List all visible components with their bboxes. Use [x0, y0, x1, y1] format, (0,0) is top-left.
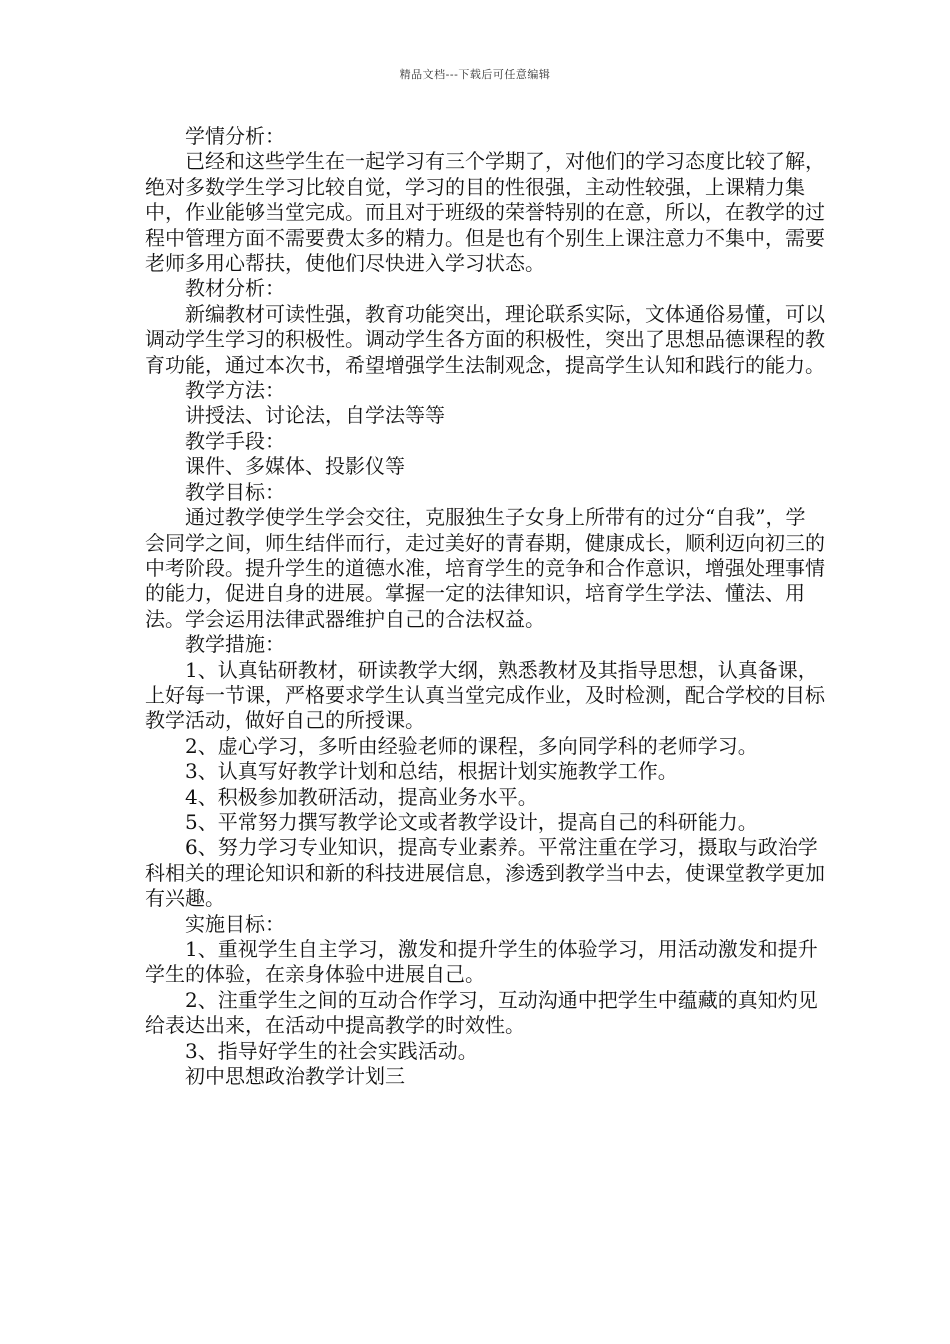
list-item: 5、平常努力撰写教学论文或者教学设计，提高自己的科研能力。: [185, 809, 758, 834]
list-item: 6、努力学习专业知识，提高专业素养。平常注重在学习，摄取与政治学科相关的理论知识和新的科技进展信息，渗透到教学当中去，使课堂教学更加有兴趣。: [145, 835, 825, 911]
section-heading-student-analysis: 学情分析：: [185, 124, 285, 148]
list-item: 2、注重学生之间的互动合作学习，互动沟通中把学生中蕴藏的真知灼见给表达出来，在活动中提高教学的时效性。: [145, 987, 818, 1038]
paragraph: 课件、多媒体、投影仪等: [185, 454, 405, 479]
section-heading-teaching-methods: 教学方法：: [185, 378, 285, 403]
list-item: 3、认真写好教学计划和总结，根据计划实施教学工作。: [185, 759, 678, 784]
paragraph: 通过教学使学生学会交往，克服独生子女身上所带有的过分“自我”，学会同学之间，师生结伴而行，走过美好的青春期，健康成长，顺利迈向初三的中考阶段。提升学生的道德水准，培育学生的竞争和合作意识，增强处理事情的能力，促进自身的进展。掌握一定的法律知识，培育学生学法、懂法、用法。学会运用法律武器维护自己的合法权益。: [145, 505, 825, 631]
section-heading-teaching-means: 教学手段：: [185, 428, 285, 453]
paragraph: 新编教材可读性强，教育功能突出，理论联系实际，文体通俗易懂，可以调动学生学习的积极性。调动学生各方面的积极性，突出了思想品德课程的教育功能，通过本次书，希望增强学生法制观念，提高学生认知和践行的能力。: [145, 301, 825, 377]
paragraph: 已经和这些学生在一起学习有三个学期了，对他们的学习态度比较了解，绝对多数学生学习比较自觉，学习的目的性很强，主动性较强，上课精力集中，作业能够当堂完成。而且对于班级的荣誉特别的在意，所以，在教学的过程中管理方面不需要费太多的精力。但是也有个别生上课注意力不集中，需要老师多用心帮扶，使他们尽快进入学习状态。: [145, 149, 825, 276]
section-heading-teaching-goals: 教学目标：: [185, 479, 285, 504]
page-header: 精品文档---下载后可任意编辑: [399, 68, 551, 81]
section-heading-plan-three: 初中思想政治教学计划三: [185, 1064, 405, 1089]
list-item: 1、重视学生自主学习，激发和提升学生的体验学习，用活动激发和提升学生的体验，在亲身体验中进展自己。: [145, 937, 818, 987]
list-item: 4、积极参加教研活动，提高业务水平。: [185, 784, 538, 809]
document-body: [145, 124, 825, 1089]
list-item: 3、指导好学生的社会实践活动。: [185, 1038, 478, 1063]
section-heading-implementation-goals: 实施目标：: [185, 911, 285, 936]
list-item: 2、虚心学习，多听由经验老师的课程，多向同学科的老师学习。: [185, 733, 758, 758]
section-heading-textbook-analysis: 教材分析：: [185, 276, 285, 301]
list-item: 1、认真钻研教材，研读教学大纲，熟悉教材及其指导思想，认真备课，上好每一节课，严格要求学生认真当堂完成作业，及时检测，配合学校的目标教学活动，做好自己的所授课。: [145, 657, 825, 733]
section-heading-teaching-measures: 教学措施：: [185, 632, 285, 657]
paragraph: 讲授法、讨论法，自学法等等: [185, 403, 445, 428]
